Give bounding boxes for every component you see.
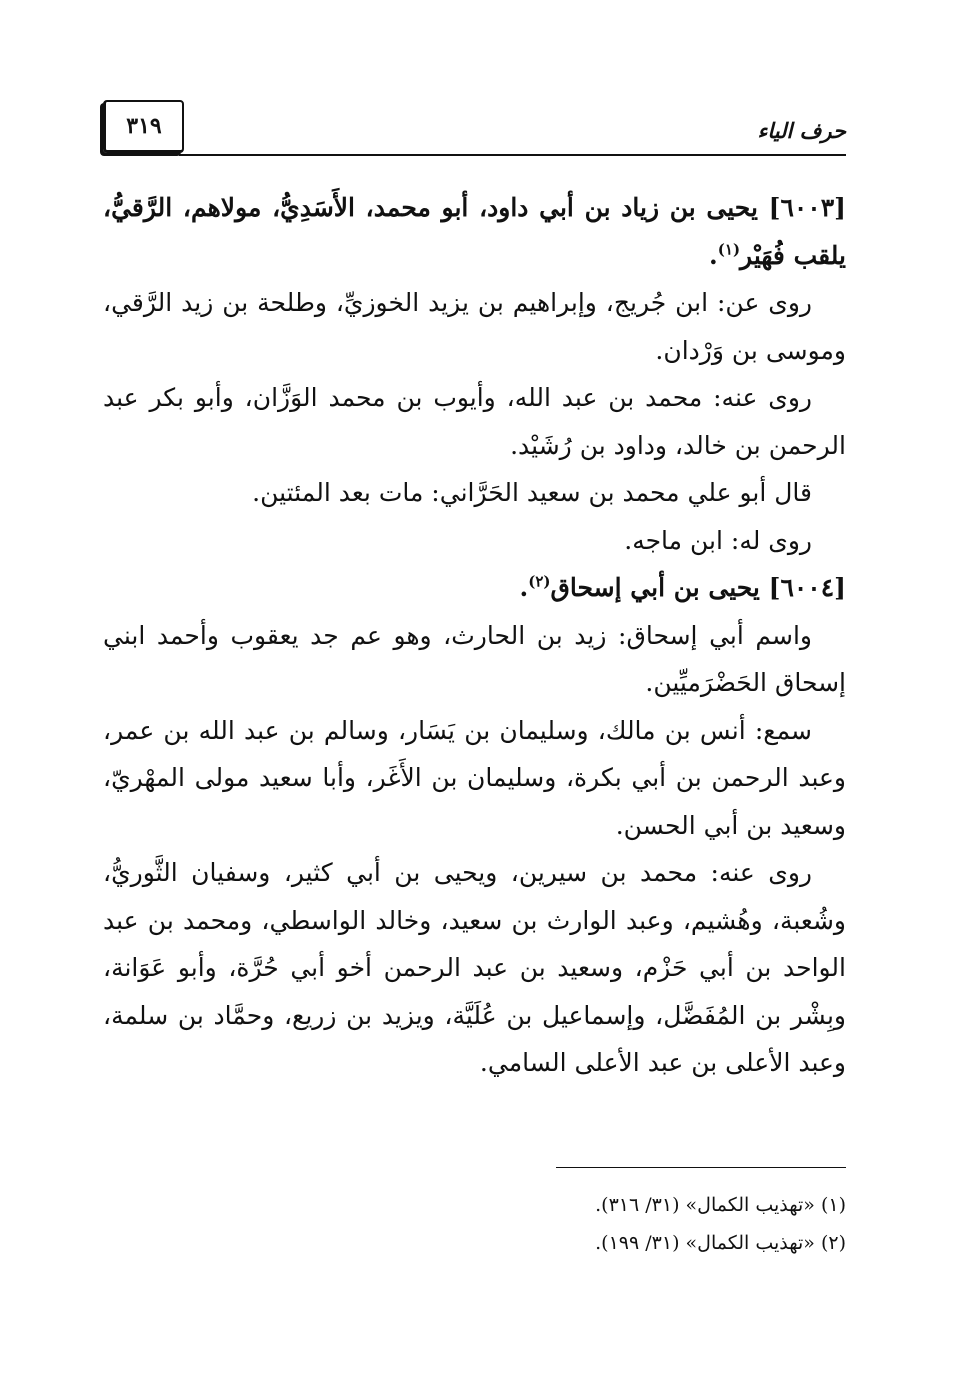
paragraph: روى عن: ابن جُريج، وإبراهيم بن يزيد الخوزيِّ، وطلحة بن زيد الرَّقي، وموسى بن وَرْدان. [103, 288, 846, 365]
header-rule [179, 154, 846, 156]
footnote-1: (١) «تهذيب الكمال» (٣١/ ٣١٦). [595, 1194, 846, 1216]
paragraph: روى له: ابن ماجه. [624, 525, 812, 555]
paragraph: واسم أبي إسحاق: زيد بن الحارث، وهو عم جد يعقوب وأحمد ابني إسحاق الحَضْرَميِّين. [103, 620, 846, 697]
footnote-marker: (٢) [528, 572, 551, 591]
running-title: حرف الياء [757, 118, 846, 143]
footnote-separator [556, 1167, 846, 1168]
footnote-marker: (١) [717, 240, 741, 259]
paragraph: روى عنه: محمد بن سيرين، ويحيى بن أبي كثير، وسفيان الثَّوريُّ، وشُعبة، وهُشيم، وعبد الوارث بن سعيد، وخالد الواسطي، ومحمد بن عبد الواحد بن أبي حَزْم، وسعيد بن عبد الرحمن أخو أبي حُرَّة، وأبو عَوَانة، وبِشْر بن المُفَضَّل، وإسماعيل بن عُلَيَّة، ويزيد بن زريع، وحمَّاد بن سلمة، وعبد الأعلى بن عبد الأعلى السامي. [103, 858, 846, 1077]
paragraph: سمع: أنس بن مالك، وسليمان بن يَسَار، وسالم بن عبد الله بن عمر، وعبد الرحمن بن أبي بكرة، وسليمان بن الأَغَر، وأبا سعيد مولى المهْريّ، وسعيد بن أبي الحسن. [103, 715, 847, 840]
page-number: ٣١٩ [103, 100, 184, 153]
page-header [103, 100, 846, 156]
main-text [103, 184, 846, 1087]
paragraph: قال أبو علي محمد بن سعيد الحَرَّاني: مات بعد المئتين. [252, 478, 812, 507]
footnote-2: (٢) «تهذيب الكمال» (٣١/ ١٩٩). [595, 1232, 846, 1254]
entry-heading-6004: [٦٠٠٤] يحيى بن أبي إسحاق$^{(٢)}$. [519, 572, 846, 602]
footnotes [246, 1186, 846, 1262]
entry-heading-text: [٦٠٠٤] يحيى بن أبي إسحاق [550, 573, 846, 602]
entry-heading-text: [٦٠٠٣] يحيى بن زياد بن أبي داود، أبو محمد، الأَسَدِيُّ، مولاهم، الرَّقيُّ، يلقب فُهَيْر [103, 193, 846, 270]
entry-heading-6003: [٦٠٠٣] يحيى بن زياد بن أبي داود، أبو محمد، الأَسَدِيُّ، مولاهم، الرَّقيُّ، يلقب فُهَيْر$^{(١)}$. [103, 193, 846, 270]
paragraph: روى عنه: محمد بن عبد الله، وأيوب بن محمد الوَزَّان، وأبو بكر عبد الرحمن بن خالد، وداود بن رُشَيْد. [103, 383, 846, 460]
